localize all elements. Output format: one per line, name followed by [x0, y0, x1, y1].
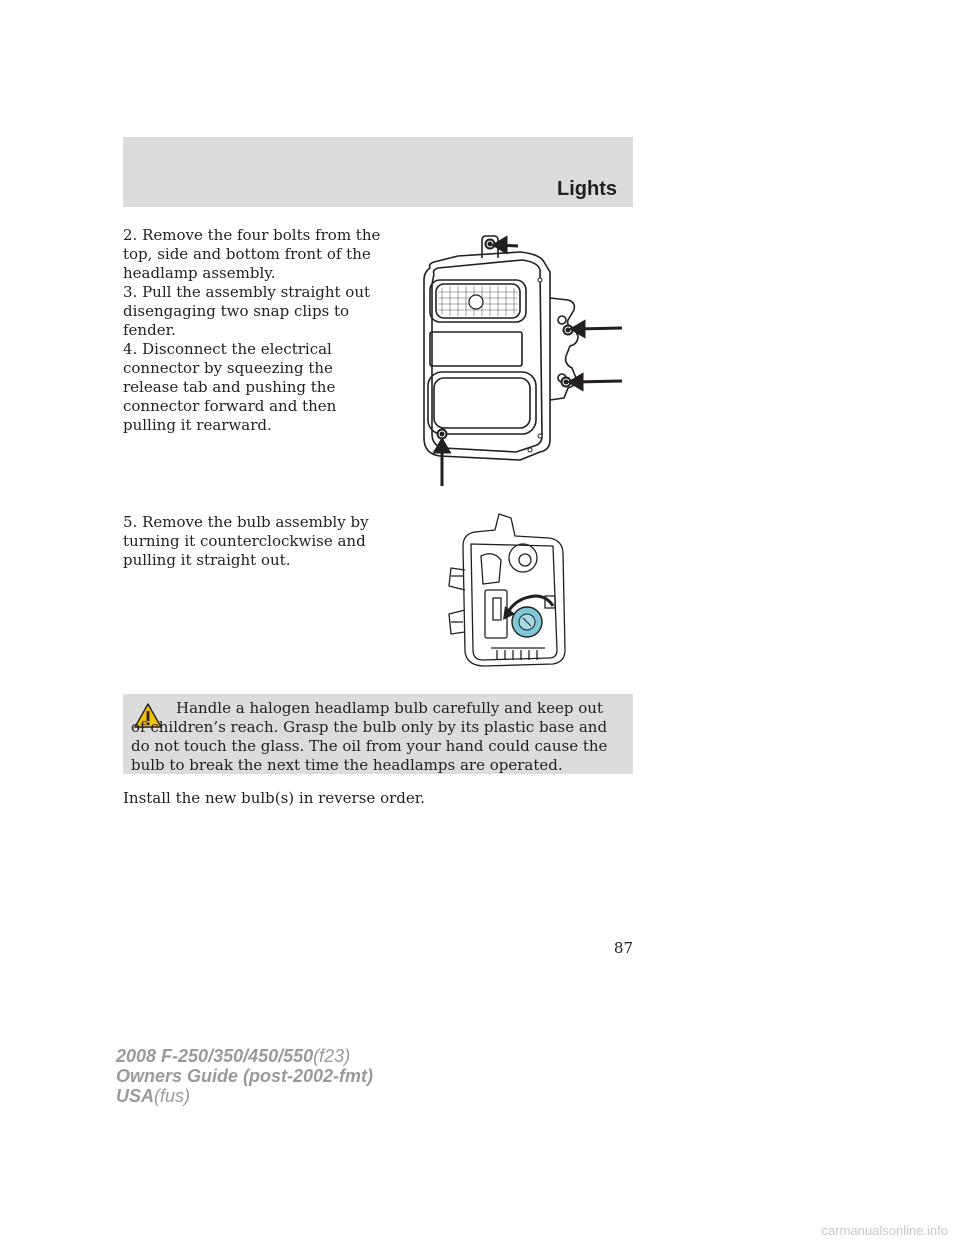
section-title: Lights [557, 178, 617, 200]
headlamp-front-illustration [410, 228, 630, 490]
closing-instruction: Install the new bulb(s) in reverse order. [123, 789, 426, 807]
page-number: 87 [613, 939, 633, 957]
warning-box [123, 694, 633, 774]
footer-model-code: (f23) [313, 1046, 351, 1066]
footer-guide: Owners Guide (post-2002-fmt) [116, 1066, 374, 1086]
step-5: 5. Remove the bulb assembly by turning it counterclockwise and pulling it straight out. [123, 513, 369, 569]
warning-text: Handle a halogen headlamp bulb carefully and keep out of children’s reach. Grasp the bulb only by its plastic base and do not touch the glass. The oil from your hand could cause the bulb to break the next time the headlamps are operated. [131, 699, 608, 774]
step-3: 3. Pull the assembly straight out disengaging two snap clips to fender. [123, 283, 371, 339]
footer-market-code: (fus) [154, 1086, 191, 1106]
bulb-removal-illustration [445, 510, 570, 670]
step-4: 4. Disconnect the electrical connector by squeezing the release tab and pushing the connector forward and then pulling it rearward. [123, 340, 337, 434]
footer-market: USA [116, 1086, 155, 1106]
footer-model: 2008 F-250/350/450/550 [116, 1046, 314, 1066]
footer [116, 1046, 373, 1106]
watermark: carmanualsonline.info [821, 1223, 948, 1238]
step-2: 2. Remove the four bolts from the top, side and bottom front of the headlamp assembly. [123, 226, 381, 282]
section-header [123, 137, 633, 207]
